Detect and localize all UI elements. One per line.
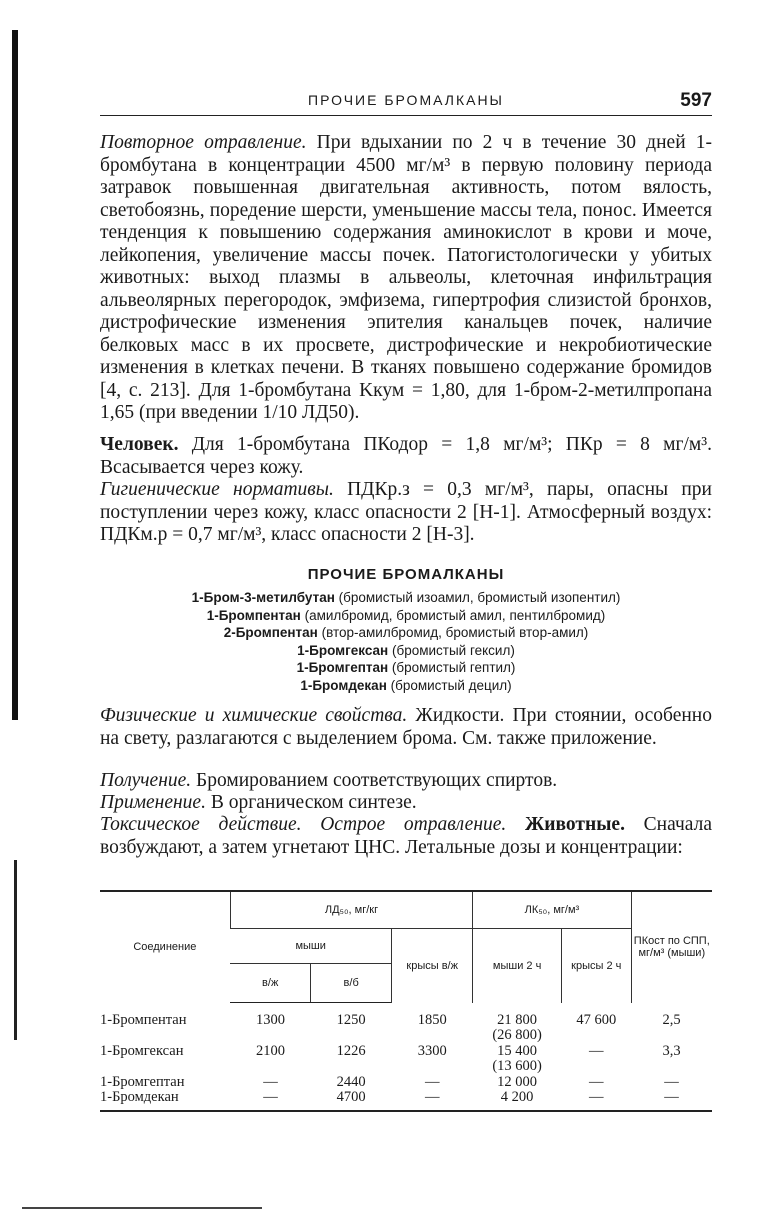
paragraph-lead: Токсическое действие. Острое отравление. xyxy=(100,814,507,835)
paragraph-lead: Человек. xyxy=(100,434,179,455)
paragraph-production xyxy=(100,770,712,793)
table-row xyxy=(100,1044,712,1075)
section-title: ПРОЧИЕ БРОМАЛКАНЫ xyxy=(307,566,505,583)
paragraph-toxic-action xyxy=(100,814,712,859)
cell-value: — xyxy=(589,1042,604,1059)
synonym-item xyxy=(100,659,712,677)
cell-value: 12 000 xyxy=(497,1073,538,1090)
synonym-name: 1-Бромгептан xyxy=(296,660,389,676)
synonym-item xyxy=(100,624,712,642)
cell-value: 1300 xyxy=(255,1012,285,1028)
col-header-mice-2h: мыши 2 ч xyxy=(473,929,562,1003)
cell-value: 2100 xyxy=(255,1042,285,1059)
cell-value: — xyxy=(589,1073,604,1090)
running-header xyxy=(100,90,712,114)
col-header-rats-vzh: крысы в/ж xyxy=(392,929,473,1003)
cell-compound: 1-Бромгексан xyxy=(100,1042,184,1059)
cell-value: 2440 xyxy=(336,1073,366,1090)
cell-value: 4700 xyxy=(311,1090,392,1111)
cell-value: — xyxy=(230,1090,310,1111)
cell-value: 3,3 xyxy=(662,1042,681,1059)
synonym-desc: (амилбромид, бромистый амил, пентилбромид) xyxy=(300,607,606,623)
cell-value: 1850 xyxy=(417,1011,447,1028)
header-rule xyxy=(100,115,712,116)
synonym-list xyxy=(100,589,712,695)
paragraph-human xyxy=(100,434,712,479)
synonym-desc: (бромистый гептил) xyxy=(388,660,516,676)
header-title: ПРОЧИЕ БРОМАЛКАНЫ xyxy=(308,92,504,108)
cell-value xyxy=(473,1044,562,1075)
synonym-name: 1-Бромдекан xyxy=(300,677,387,693)
col-header-mice: мыши xyxy=(230,929,391,964)
cell-value: — xyxy=(561,1090,631,1111)
page-number: 597 xyxy=(680,90,712,111)
synonym-name: 1-Бромгексан xyxy=(297,642,389,658)
paragraph-lead: Получение. xyxy=(100,770,192,791)
paragraph-text: Для 1-бромбутана ПКодор = 1,8 мг/м³; ПКр = 8 мг/м³. Всасывается через кожу. xyxy=(100,434,712,478)
table-row xyxy=(100,1090,712,1111)
cell-value: 1226 xyxy=(336,1042,366,1059)
paragraph-text: ПДКр.з = 0,3 мг/м³, пары, опасны при поступлении через кожу, класс опасности 2 [Н-1]. Атмосферный воздух: ПДКм.р = 0,7 мг/м³, класс опасности 2 [Н-3]. xyxy=(100,479,712,545)
table-row xyxy=(100,1075,712,1091)
synonym-desc: (бромистый гексил) xyxy=(388,642,515,658)
col-header-ld50: ЛД₅₀, мг/кг xyxy=(230,891,473,929)
col-header-pk: ПКост по СПП, мг/м³ (мыши) xyxy=(631,891,712,1003)
table-row xyxy=(100,1003,712,1044)
lethal-doses-table xyxy=(100,890,712,1112)
cell-value-main: 21 800 xyxy=(497,1011,538,1028)
paragraph-application xyxy=(100,792,712,815)
cell-value-main: 15 400 xyxy=(497,1042,538,1059)
synonym-desc: (бромистый децил) xyxy=(386,677,512,693)
bottom-rule xyxy=(22,1207,262,1209)
synonym-item xyxy=(100,677,712,695)
cell-value: — xyxy=(664,1073,679,1090)
cell-value: 1250 xyxy=(336,1012,366,1028)
synonym-name: 2-Бромпентан xyxy=(223,625,318,641)
cell-value: 47 600 xyxy=(576,1011,617,1028)
cell-compound: 1-Бромпентан xyxy=(100,1011,187,1028)
paragraph-lead: Повторное отравление. xyxy=(100,132,307,153)
col-header-rats-2h: крысы 2 ч xyxy=(561,929,631,1003)
cell-value: — xyxy=(263,1073,278,1090)
paragraph-repeated-poisoning xyxy=(100,132,712,425)
paragraph-hygienic-norms xyxy=(100,479,712,547)
cell-value: 4 200 xyxy=(473,1090,562,1111)
synonym-name: 1-Бромпентан xyxy=(206,607,301,623)
synonym-item xyxy=(100,607,712,625)
synonym-item xyxy=(100,642,712,660)
paragraph-lead: Физические и химические свойства. xyxy=(100,705,408,726)
col-header-vzh: в/ж xyxy=(230,964,310,1003)
paragraph-bold: Животные. xyxy=(506,814,625,835)
paragraph-lead: Применение. xyxy=(100,792,206,813)
cell-value: — xyxy=(392,1090,473,1111)
synonym-desc: (втор-амилбромид, бромистый втор-амил) xyxy=(317,625,589,641)
scan-edge-mark-lower xyxy=(14,860,17,1040)
cell-value: 2,5 xyxy=(662,1011,681,1028)
cell-value xyxy=(473,1003,562,1044)
cell-value-alt: (13 600) xyxy=(492,1058,542,1074)
paragraph-text: Бромированием соответствующих спиртов. xyxy=(191,770,558,791)
scan-edge-mark xyxy=(12,30,18,720)
cell-compound: 1-Бромдекан xyxy=(100,1090,230,1111)
cell-value: — xyxy=(631,1090,712,1111)
synonym-name: 1-Бром-3-метилбутан xyxy=(191,590,335,605)
paragraph-properties xyxy=(100,705,712,750)
paragraph-text: При вдыхании по 2 ч в течение 30 дней 1-бромбутана в концентрации 4500 мг/м³ в первую половину периода затравок повышенная двигательная активность, потом вялость, светобоязнь, поредение шерсти, уменьшение массы тела, понос. Имеется тенденция к повышению содержания аминокислот в крови и моче, лейкопения, увеличение массы почек. Патогистологически у убитых животных: выход плазмы в альвеолы, клеточная инфильтрация альвеолярных перегородок, эмфизема, гипертрофия слизистой бронхов, дистрофические изменения эпителия канальцев почек, наличие белковых масс в их просвете, дистрофические и некробиотические изменения в клетках печени. В тканях повышено содержание бромидов [4, с. 213]. Для 1-бромбутана Kкум = 1,80, для 1-бром-2-метилпропана 1,65 (при введении 1/10 ЛД50). xyxy=(100,132,712,423)
paragraph-lead: Гигиенические нормативы. xyxy=(100,479,334,500)
cell-compound: 1-Бромгептан xyxy=(100,1073,185,1090)
col-header-vb: в/б xyxy=(311,964,392,1003)
col-header-lc50: ЛК₅₀, мг/м³ xyxy=(473,891,631,929)
cell-value: — xyxy=(424,1073,440,1090)
paragraph-text: Сначала возбуждают, а затем угнетают ЦНС. Летальные дозы и концентрации: xyxy=(100,814,713,858)
paragraph-text: В органическом синтезе. xyxy=(205,792,417,813)
synonym-item xyxy=(100,589,712,607)
synonym-desc: (бромистый изоамил, бромистый изопентил) xyxy=(334,590,621,605)
col-header-compound: Соединение xyxy=(100,891,230,1003)
paragraph-text: Жидкости. При стоянии, особенно на свету, разлагаются с выделением брома. См. также приложение. xyxy=(100,705,712,749)
cell-value: 3300 xyxy=(417,1042,447,1059)
cell-value-alt: (26 800) xyxy=(492,1027,542,1043)
